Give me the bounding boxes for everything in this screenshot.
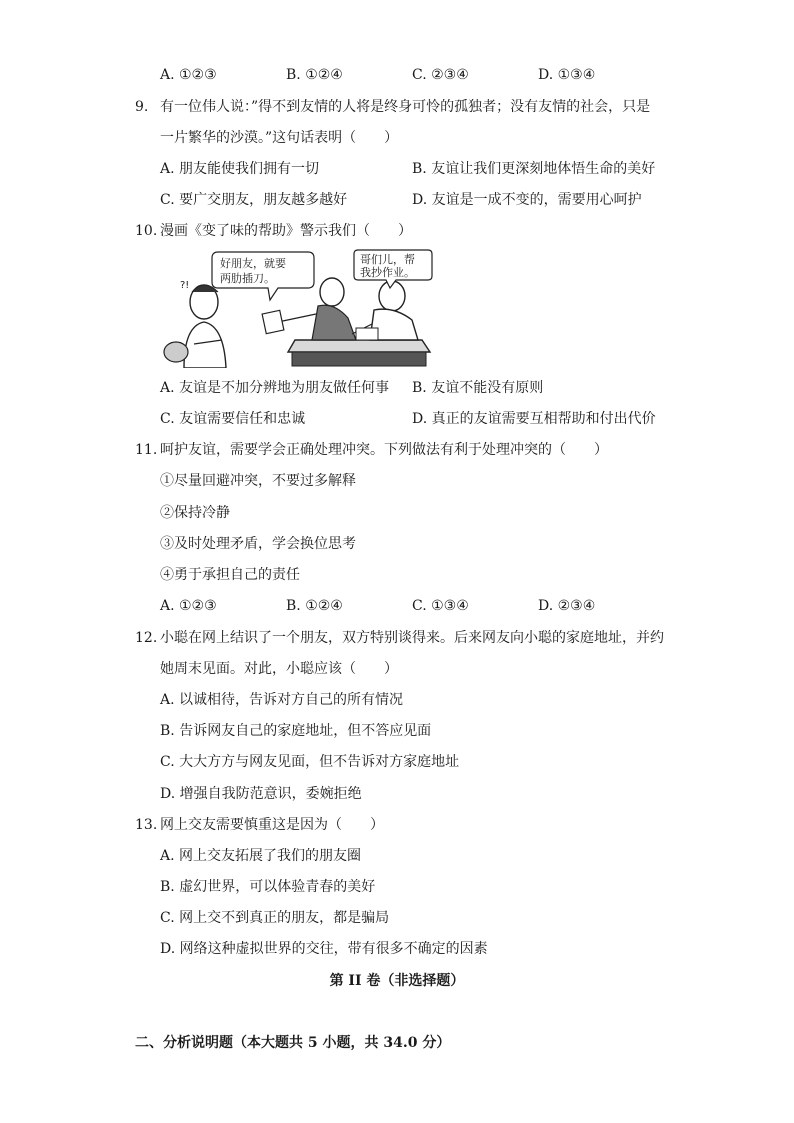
bubble-left-line2: 两肋插刀。: [220, 272, 275, 285]
confused-marks: ?!: [180, 280, 190, 291]
q8-option-d[interactable]: D. ①③④: [538, 67, 596, 83]
q13-option-d[interactable]: D. 网络这种虚拟世界的交往，带有很多不确定的因素: [160, 941, 488, 957]
q9-option-c[interactable]: C. 要广交朋友，朋友越多越好: [160, 192, 348, 208]
q11-item-2: ②保持冷静: [160, 505, 230, 521]
q11-number: 11.: [135, 442, 158, 458]
q12-option-c[interactable]: C. 大大方方与网友见面，但不告诉对方家庭地址: [160, 754, 460, 770]
q8-option-a[interactable]: A. ①②③: [160, 67, 217, 83]
bubble-right-line1: 哥们儿，帮: [360, 253, 415, 266]
q11-item-4: ④勇于承担自己的责任: [160, 567, 300, 583]
q11-option-b[interactable]: B. ①②④: [286, 598, 343, 614]
q10-option-c[interactable]: C. 友谊需要信任和忠诚: [160, 411, 306, 427]
q11-option-d[interactable]: D. ②③④: [538, 598, 596, 614]
q12-stem-line2: 她周末见面。对此，小聪应该（ ）: [160, 661, 398, 677]
q11-item-3: ③及时处理矛盾，学会换位思考: [160, 536, 356, 552]
q9-stem-line2: 一片繁华的沙漠。”这句话表明（ ）: [160, 130, 399, 146]
q10-option-a[interactable]: A. 友谊是不加分辨地为朋友做任何事: [160, 380, 390, 396]
q9-option-a[interactable]: A. 朋友能使我们拥有一切: [160, 161, 320, 177]
q9-number: 9.: [135, 99, 149, 115]
q11-option-a[interactable]: A. ①②③: [160, 598, 217, 614]
q12-option-d[interactable]: D. 增强自我防范意识，委婉拒绝: [160, 786, 362, 802]
q12-option-a[interactable]: A. 以诚相待，告诉对方自己的所有情况: [160, 692, 404, 708]
student-figure: [352, 281, 418, 340]
q10-option-b[interactable]: B. 友谊不能没有原则: [412, 380, 544, 396]
q13-number: 13.: [135, 817, 158, 833]
desk: [288, 340, 430, 366]
q12-option-b[interactable]: B. 告诉网友自己的家庭地址，但不答应见面: [160, 723, 432, 739]
bubble-left-line1: 好朋友，就要: [220, 257, 286, 270]
onlooker-figure: [164, 285, 226, 368]
q13-option-b[interactable]: B. 虚幻世界，可以体验青春的美好: [160, 879, 376, 895]
q10-option-d[interactable]: D. 真正的友谊需要互相帮助和付出代价: [412, 411, 656, 427]
q9-option-b[interactable]: B. 友谊让我们更深刻地体悟生命的美好: [412, 161, 656, 177]
q10-stem: 漫画《变了味的帮助》警示我们（ ）: [160, 223, 412, 239]
section-2-heading: 二、分析说明题（本大题共 5 小题，共 34.0 分）: [135, 1035, 451, 1051]
q9-stem-line1: 有一位伟人说：”得不到友情的人将是终身可怜的孤独者；没有友情的社会，只是: [160, 99, 651, 115]
q13-option-a[interactable]: A. 网上交友拓展了我们的朋友圈: [160, 848, 362, 864]
bubble-right-line2: 我抄作业。: [360, 266, 415, 279]
q11-stem: 呵护友谊，需要学会正确处理冲突。下列做法有利于处理冲突的（ ）: [160, 442, 608, 458]
q11-option-c[interactable]: C. ①③④: [412, 598, 469, 614]
cartoon-image: [160, 248, 434, 368]
q8-option-c[interactable]: C. ②③④: [412, 67, 469, 83]
q13-stem: 网上交友需要慎重这是因为（ ）: [160, 817, 384, 833]
q9-option-d[interactable]: D. 友谊是一成不变的，需要用心呵护: [412, 192, 642, 208]
q12-stem-line1: 小聪在网上结识了一个朋友，双方特别谈得来。后来网友向小聪的家庭地址，并约: [160, 630, 664, 646]
q11-item-1: ①尽量回避冲突，不要过多解释: [160, 473, 356, 489]
q8-option-b[interactable]: B. ①②④: [286, 67, 343, 83]
q10-number: 10.: [135, 223, 158, 239]
q13-option-c[interactable]: C. 网上交不到真正的朋友，都是骗局: [160, 910, 390, 926]
section-2-title: 第 II 卷（非选择题）: [329, 973, 465, 989]
q12-number: 12.: [135, 630, 158, 646]
